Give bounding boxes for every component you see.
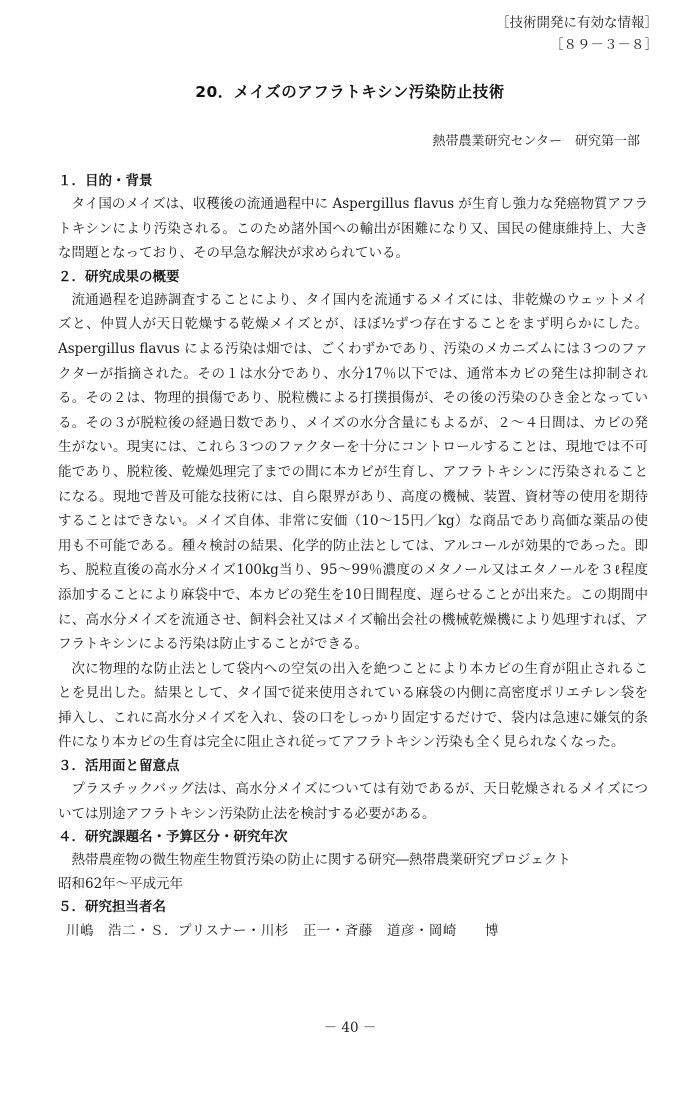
project-period: 昭和62年～平成元年 — [58, 876, 184, 893]
author-list: 川嶋 浩二・Ｓ．プリスナー・川杉 正一・斉藤 道彦・岡崎 博 — [66, 923, 499, 940]
document-title: 20．メイズのアフラトキシン汚染防止技術 — [195, 83, 505, 101]
section-paragraph: タイ国のメイズは、収穫後の流通過程中に Aspergillus flavus が生育し強力な発癌物質アフラトキシンにより汚染される。このため諸外国への輸出が困難になり又、国民の健康維持上、大きな問題となっており、その早急な解決が求められている。 — [58, 196, 648, 262]
section-heading: ５．研究担当者名 — [58, 899, 166, 916]
section-purpose — [58, 170, 648, 266]
section-heading: １．目的・背景 — [58, 173, 153, 189]
section-project — [58, 826, 648, 896]
section-paragraph: 次に物理的な防止法として袋内への空気の出入を絶つことにより本カビの生育が阻止されることを見出した。結果として、タイ国で従来使用されている麻袋の内側に高密度ポリエチレン袋を挿入し、これに高水分メイズを入れ、袋の口をしっかり固定するだけで、袋内は急速に嫌気的条件になり本カビの生育は完全に阻止され従ってアフラトキシン汚染も全く見られなくなった。 — [58, 660, 648, 751]
section-paragraph: 流通過程を追跡調査することにより、タイ国内を流通するメイズには、非乾燥のウェットメイズと、仲買人が天日乾燥する乾燥メイズとが、ほぼ½ずつ存在することをまず明らかにした。Aspergillus flavus による汚染は畑では、ごくわずかであり、汚染のメカニズムには３つのファクターが指摘された。その１は水分であり、水分17％以下では、通常本カビの発生は抑制される。その２は、物理的損傷であり、脱粒機による打撲損傷が、その後の汚染のひき金となっている。その３が脱粒後の経過日数であり、メイズの水分含量にもよるが、２～４日間は、カビの発生がない。現実には、これら３つのファクターを十分にコントロールすることは、現地では不可能であり、脱粒後、乾燥処理完了までの間に本カビが生育し、アフラトキシンに汚染されることになる。現地で普及可能な技術には、自ら限界があり、高度の機械、装置、資材等の使用を期待することはできない。メイズ自体、非常に安価（10～15円／kg）な商品であり高価な薬品の使用も不可能である。種々検討の結果、化学的防止法としては、アルコールが効果的であった。即ち、脱粒直後の高水分メイズ100kg当り、95～99％濃度のメタノール又はエタノールを３ℓ程度添加することにより麻袋中で、本カビの発生を10日間程度、遅らせることが出来た。この期間中に、高水分メイズを流通させ、飼料会社又はメイズ輸出会社の機械乾燥機により処理すれば、アフラトキシンによる汚染は防止することができる。 — [58, 291, 648, 653]
project-name: 熱帯農産物の微生物産生物質汚染の防止に関する研究―熱帯農業研究プロジェクト — [71, 852, 571, 869]
document-body — [58, 170, 648, 944]
section-heading: ２．研究成果の概要 — [58, 268, 180, 285]
section-paragraph: プラスチックバッグ法は、高水分メイズについては有効であるが、天日乾燥されるメイズについては別途アフラトキシン汚染防止法を検討する必要がある。 — [58, 781, 648, 822]
section-application — [58, 755, 648, 826]
header-number: ［８９－３－８］ — [550, 37, 658, 53]
section-heading: ３．活用面と留意点 — [58, 758, 180, 775]
section-heading: ４．研究課題名・予算区分・研究年次 — [58, 829, 288, 846]
page-number: － 40 － — [323, 1020, 377, 1036]
affiliation: 熱帯農業研究センター 研究第一部 — [432, 134, 640, 149]
header-category: ［技術開発に有効な情報］ — [496, 15, 658, 31]
section-results — [58, 266, 648, 755]
section-researchers — [58, 896, 648, 944]
document-code-header — [478, 12, 658, 56]
